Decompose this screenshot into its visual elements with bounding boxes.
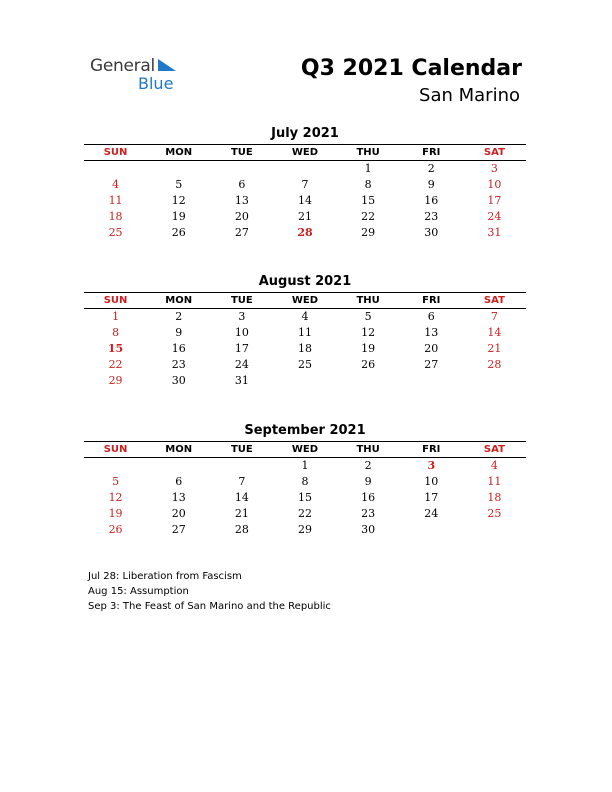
day-cell: 10 (234, 326, 249, 339)
month-block (84, 422, 526, 538)
logo-general-text: General (90, 56, 155, 76)
holiday-note: Aug 15: Assumption (88, 586, 189, 597)
day-cell: 5 (175, 178, 183, 191)
day-cell: 14 (487, 326, 502, 339)
month-block (84, 273, 526, 389)
day-cell: 25 (297, 358, 312, 371)
day-cell: 29 (361, 226, 376, 239)
weekday-label: SUN (103, 444, 128, 455)
day-cell: 27 (171, 523, 186, 536)
day-cell (337, 373, 400, 389)
day-cell: 18 (487, 491, 502, 504)
day-cell: 22 (361, 210, 376, 223)
day-cell (84, 161, 147, 177)
weekday-label: SUN (103, 147, 128, 158)
weekday-label: THU (356, 444, 380, 455)
weekday-label: SAT (483, 444, 505, 455)
day-cell: 20 (424, 342, 439, 355)
week-row (84, 522, 526, 538)
day-cell: 24 (487, 210, 502, 223)
month-title: September 2021 (244, 423, 366, 438)
day-cell: 26 (171, 226, 186, 239)
weekday-label: MON (165, 295, 193, 306)
day-cell: 30 (171, 374, 186, 387)
day-cell: 28 (487, 358, 502, 371)
week-row (84, 357, 526, 373)
weekday-header (84, 441, 526, 458)
day-cell: 27 (424, 358, 439, 371)
month-title: August 2021 (258, 274, 352, 289)
week-row (84, 225, 526, 241)
day-cell: 5 (112, 475, 120, 488)
day-cell: 1 (364, 162, 372, 175)
weekday-label: FRI (422, 147, 441, 158)
holiday-notes (88, 569, 331, 614)
day-cell: 24 (234, 358, 249, 371)
weekday-label: TUE (230, 295, 253, 306)
day-cell: 19 (361, 342, 376, 355)
day-cell: 6 (175, 475, 183, 488)
day-cell: 18 (297, 342, 312, 355)
generalblue-logo (90, 56, 200, 94)
day-cell: 26 (361, 358, 376, 371)
weekday-label: SAT (483, 147, 505, 158)
holiday-note: Sep 3: The Feast of San Marino and the Republic (88, 601, 331, 612)
day-cell (147, 161, 210, 177)
day-cell: 12 (108, 491, 123, 504)
weekday-label: MON (165, 147, 193, 158)
day-cell: 29 (297, 523, 312, 536)
day-cell: 17 (487, 194, 502, 207)
day-cell: 21 (234, 507, 249, 520)
day-cell: 15 (107, 342, 124, 355)
day-cell: 16 (171, 342, 186, 355)
day-cell: 7 (301, 178, 309, 191)
day-cell: 14 (297, 194, 312, 207)
weekday-label: THU (356, 147, 380, 158)
day-cell: 10 (487, 178, 502, 191)
weekday-label: THU (356, 295, 380, 306)
day-cell: 15 (297, 491, 312, 504)
day-cell: 23 (171, 358, 186, 371)
week-row (84, 161, 526, 177)
day-cell: 12 (171, 194, 186, 207)
day-cell: 16 (361, 491, 376, 504)
day-cell: 7 (490, 310, 498, 323)
day-cell: 25 (487, 507, 502, 520)
day-cell: 10 (424, 475, 439, 488)
logo-blue-text: Blue (138, 74, 174, 93)
day-cell: 2 (175, 310, 183, 323)
day-cell: 23 (361, 507, 376, 520)
day-cell: 3 (427, 459, 436, 472)
day-cell: 6 (427, 310, 435, 323)
day-cell (463, 373, 526, 389)
day-cell (273, 373, 336, 389)
day-cell: 25 (108, 226, 123, 239)
holiday-note: Jul 28: Liberation from Fascism (88, 571, 242, 582)
day-cell (84, 458, 147, 474)
day-cell: 7 (238, 475, 246, 488)
day-cell: 8 (301, 475, 309, 488)
day-cell: 11 (297, 326, 312, 339)
day-cell: 13 (171, 491, 186, 504)
day-cell (400, 373, 463, 389)
month-block (84, 125, 526, 241)
day-cell: 17 (424, 491, 439, 504)
day-cell: 24 (424, 507, 439, 520)
weekday-label: TUE (230, 147, 253, 158)
page-title: Q3 2021 Calendar (300, 56, 522, 81)
day-cell: 26 (108, 523, 123, 536)
month-title: July 2021 (271, 126, 339, 141)
day-cell: 12 (361, 326, 376, 339)
weekday-label: WED (291, 444, 319, 455)
weekday-label: SAT (483, 295, 505, 306)
day-cell: 4 (112, 178, 120, 191)
day-cell: 31 (234, 374, 249, 387)
day-cell: 9 (175, 326, 183, 339)
day-cell: 4 (301, 310, 309, 323)
day-cell (273, 161, 336, 177)
day-cell: 31 (487, 226, 502, 239)
weekday-label: MON (165, 444, 193, 455)
day-cell: 3 (238, 310, 246, 323)
day-cell: 1 (112, 310, 120, 323)
day-cell: 17 (234, 342, 249, 355)
day-cell: 14 (234, 491, 249, 504)
week-row (84, 373, 526, 389)
day-cell: 30 (424, 226, 439, 239)
day-cell (147, 458, 210, 474)
week-row (84, 458, 526, 474)
day-cell: 11 (108, 194, 123, 207)
week-row (84, 309, 526, 325)
day-cell (400, 522, 463, 538)
day-cell: 30 (361, 523, 376, 536)
logo-triangle-icon (158, 59, 176, 71)
day-cell: 16 (424, 194, 439, 207)
day-cell: 15 (361, 194, 376, 207)
week-row (84, 506, 526, 522)
weekday-label: SUN (103, 295, 128, 306)
day-cell: 9 (427, 178, 435, 191)
day-cell: 13 (234, 194, 249, 207)
day-cell (463, 522, 526, 538)
day-cell: 22 (297, 507, 312, 520)
day-cell: 29 (108, 374, 123, 387)
day-cell: 13 (424, 326, 439, 339)
week-row (84, 325, 526, 341)
day-cell: 3 (490, 162, 498, 175)
day-cell: 28 (297, 226, 313, 239)
week-row (84, 490, 526, 506)
day-cell: 6 (238, 178, 246, 191)
week-row (84, 474, 526, 490)
day-cell: 4 (490, 459, 498, 472)
day-cell: 1 (301, 459, 309, 472)
day-cell: 21 (297, 210, 312, 223)
day-cell: 11 (487, 475, 502, 488)
day-cell: 20 (171, 507, 186, 520)
day-cell: 8 (112, 326, 120, 339)
page-subtitle: San Marino (419, 85, 520, 106)
weekday-header (84, 144, 526, 161)
day-cell: 23 (424, 210, 439, 223)
week-row (84, 177, 526, 193)
day-cell: 2 (427, 162, 435, 175)
day-cell: 20 (234, 210, 249, 223)
weekday-header (84, 292, 526, 309)
day-cell: 19 (108, 507, 123, 520)
week-row (84, 209, 526, 225)
weekday-label: FRI (422, 295, 441, 306)
day-cell: 27 (234, 226, 249, 239)
day-cell (210, 161, 273, 177)
weekday-label: TUE (230, 444, 253, 455)
day-cell: 22 (108, 358, 123, 371)
day-cell (210, 458, 273, 474)
day-cell: 9 (364, 475, 372, 488)
day-cell: 8 (364, 178, 372, 191)
day-cell: 18 (108, 210, 123, 223)
weekday-label: FRI (422, 444, 441, 455)
day-cell: 19 (171, 210, 186, 223)
week-row (84, 341, 526, 357)
weekday-label: WED (291, 147, 319, 158)
weekday-label: WED (291, 295, 319, 306)
week-row (84, 193, 526, 209)
day-cell: 28 (234, 523, 249, 536)
day-cell: 2 (364, 459, 372, 472)
day-cell: 21 (487, 342, 502, 355)
day-cell: 5 (364, 310, 372, 323)
